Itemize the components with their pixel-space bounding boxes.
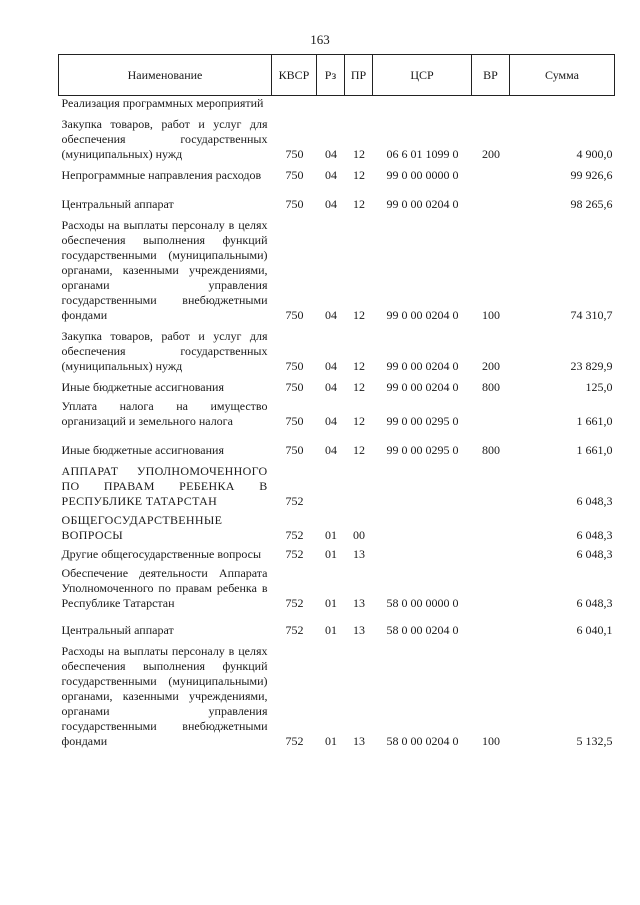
cell-csr: 99 0 00 0000 0 (386, 168, 459, 182)
cell-vr: 800 (482, 380, 500, 394)
cell-sum: 98 265,6 (570, 197, 613, 211)
cell-rz: 04 (325, 380, 337, 394)
cell-csr (373, 458, 472, 509)
cell-kvsr: 752 (285, 623, 304, 637)
table-row (59, 638, 615, 749)
cell-pr (345, 96, 373, 112)
cell-rz (317, 458, 345, 509)
cell-name: Уплата налога на имущество организаций и земельного налога (61, 399, 268, 428)
cell-sum: 23 829,9 (570, 359, 613, 373)
cell-sum: 99 926,6 (570, 168, 613, 182)
cell-rz: 04 (325, 147, 337, 161)
cell-kvsr: 750 (285, 308, 304, 322)
cell-kvsr: 750 (285, 443, 304, 457)
cell-kvsr: 750 (285, 147, 304, 161)
cell-kvsr: 752 (285, 596, 304, 610)
table-row (59, 429, 615, 458)
cell-sum: 1 661,0 (576, 414, 613, 428)
cell-csr: 06 6 01 1099 0 (386, 147, 459, 161)
cell-vr (472, 543, 510, 562)
cell-kvsr: 750 (285, 380, 304, 394)
cell-sum: 6 048,3 (576, 596, 613, 610)
cell-vr: 100 (482, 308, 500, 322)
cell-name: Центральный аппарат (61, 197, 174, 211)
cell-name: Расходы на выплаты персоналу в целях обеспечения выполнения функций государственными (муниципальными) органами, казенными учреждениями, органами управления государственными внебюджетными фондами (61, 644, 268, 748)
table-row (59, 395, 615, 429)
cell-rz: 01 (325, 623, 337, 637)
table-row (59, 374, 615, 395)
cell-pr: 13 (353, 547, 365, 561)
cell-sum: 1 661,0 (576, 443, 613, 457)
header-kvsr: КВСР (272, 55, 317, 96)
cell-vr (472, 183, 510, 212)
cell-pr: 12 (353, 147, 365, 161)
cell-rz: 04 (325, 197, 337, 211)
cell-name: Реализация программных мероприятий (61, 96, 264, 110)
cell-csr: 99 0 00 0295 0 (386, 414, 459, 428)
header-name: Наименование (59, 55, 272, 96)
cell-vr (472, 458, 510, 509)
table-row (59, 611, 615, 638)
table-row (59, 543, 615, 562)
table-row (59, 111, 615, 162)
table-row (59, 183, 615, 212)
cell-sum: 74 310,7 (570, 308, 613, 322)
cell-kvsr (272, 96, 317, 112)
header-rz: Рз (317, 55, 345, 96)
cell-sum: 6 048,3 (576, 494, 613, 508)
cell-rz: 04 (325, 168, 337, 182)
cell-name: Иные бюджетные ассигнования (61, 443, 224, 457)
header-sum: Сумма (510, 55, 615, 96)
cell-pr: 12 (353, 414, 365, 428)
cell-vr: 800 (482, 443, 500, 457)
cell-csr (373, 509, 472, 543)
cell-pr: 12 (353, 168, 365, 182)
cell-vr (472, 562, 510, 611)
header-pr: ПР (345, 55, 373, 96)
cell-rz: 01 (325, 734, 337, 748)
cell-vr: 200 (482, 359, 500, 373)
cell-sum: 6 048,3 (576, 547, 613, 561)
table-row (59, 212, 615, 323)
cell-csr: 58 0 00 0000 0 (386, 596, 459, 610)
cell-rz: 04 (325, 359, 337, 373)
cell-csr (373, 543, 472, 562)
cell-sum: 125,0 (585, 380, 613, 394)
cell-rz (317, 96, 345, 112)
cell-name: АППАРАТ УПОЛНОМОЧЕННОГО ПО ПРАВАМ РЕБЕНКА В РЕСПУБЛИКЕ ТАТАРСТАН (61, 464, 268, 508)
cell-vr (472, 162, 510, 183)
cell-vr (472, 611, 510, 638)
table-header-row (59, 55, 615, 96)
cell-sum: 6 048,3 (576, 528, 613, 542)
cell-name: Центральный аппарат (61, 623, 174, 637)
cell-vr (472, 96, 510, 112)
cell-vr (472, 395, 510, 429)
cell-csr: 58 0 00 0204 0 (386, 623, 459, 637)
table-row (59, 562, 615, 611)
table-row (59, 509, 615, 543)
table-row (59, 458, 615, 509)
cell-rz: 01 (325, 528, 337, 542)
cell-csr: 99 0 00 0204 0 (386, 197, 459, 211)
budget-table (58, 54, 615, 749)
cell-csr: 99 0 00 0204 0 (386, 308, 459, 322)
cell-csr: 99 0 00 0204 0 (386, 380, 459, 394)
cell-name: ОБЩЕГОСУДАРСТВЕННЫЕ ВОПРОСЫ (61, 513, 223, 542)
cell-rz: 04 (325, 308, 337, 322)
cell-pr: 12 (353, 380, 365, 394)
cell-name: Иные бюджетные ассигнования (61, 380, 224, 394)
cell-kvsr: 752 (285, 734, 304, 748)
cell-kvsr: 750 (285, 197, 304, 211)
table-row (59, 162, 615, 183)
cell-rz: 04 (325, 414, 337, 428)
cell-pr: 00 (353, 528, 365, 542)
cell-csr: 99 0 00 0204 0 (386, 359, 459, 373)
cell-sum (510, 96, 615, 112)
cell-name: Непрограммные направления расходов (61, 168, 262, 182)
table-row (59, 323, 615, 374)
cell-pr: 12 (353, 308, 365, 322)
cell-sum: 5 132,5 (576, 734, 613, 748)
cell-pr (345, 458, 373, 509)
cell-pr: 12 (353, 197, 365, 211)
cell-name: Закупка товаров, работ и услуг для обеспечения государственных (муниципальных) нужд (61, 329, 268, 373)
cell-pr: 12 (353, 359, 365, 373)
cell-name: Закупка товаров, работ и услуг для обеспечения государственных (муниципальных) нужд (61, 117, 268, 161)
cell-rz: 01 (325, 547, 337, 561)
cell-vr (472, 509, 510, 543)
cell-kvsr: 750 (285, 168, 304, 182)
header-csr: ЦСР (373, 55, 472, 96)
cell-pr: 13 (353, 734, 365, 748)
cell-csr: 58 0 00 0204 0 (386, 734, 459, 748)
cell-vr: 200 (482, 147, 500, 161)
cell-kvsr: 752 (285, 547, 304, 561)
cell-kvsr: 750 (285, 359, 304, 373)
cell-kvsr: 752 (285, 528, 304, 542)
cell-kvsr: 752 (285, 494, 304, 508)
header-vr: ВР (472, 55, 510, 96)
table-row (59, 96, 615, 112)
cell-name: Расходы на выплаты персоналу в целях обеспечения выполнения функций государственными (муниципальными) органами, казенными учреждениями, органами управления государственными внебюджетными фондами (61, 218, 268, 322)
cell-rz: 04 (325, 443, 337, 457)
cell-sum: 4 900,0 (576, 147, 613, 161)
page-number: 163 (310, 32, 330, 47)
cell-sum: 6 040,1 (576, 623, 613, 637)
cell-vr: 100 (482, 734, 500, 748)
cell-name: Обеспечение деятельности Аппарата Уполномоченного по правам ребенка в Республике Татарстан (61, 566, 268, 610)
cell-pr: 13 (353, 623, 365, 637)
cell-csr (373, 96, 472, 112)
cell-pr: 13 (353, 596, 365, 610)
cell-name: Другие общегосударственные вопросы (61, 547, 262, 561)
cell-pr: 12 (353, 443, 365, 457)
cell-kvsr: 750 (285, 414, 304, 428)
cell-csr: 99 0 00 0295 0 (386, 443, 459, 457)
cell-rz: 01 (325, 596, 337, 610)
